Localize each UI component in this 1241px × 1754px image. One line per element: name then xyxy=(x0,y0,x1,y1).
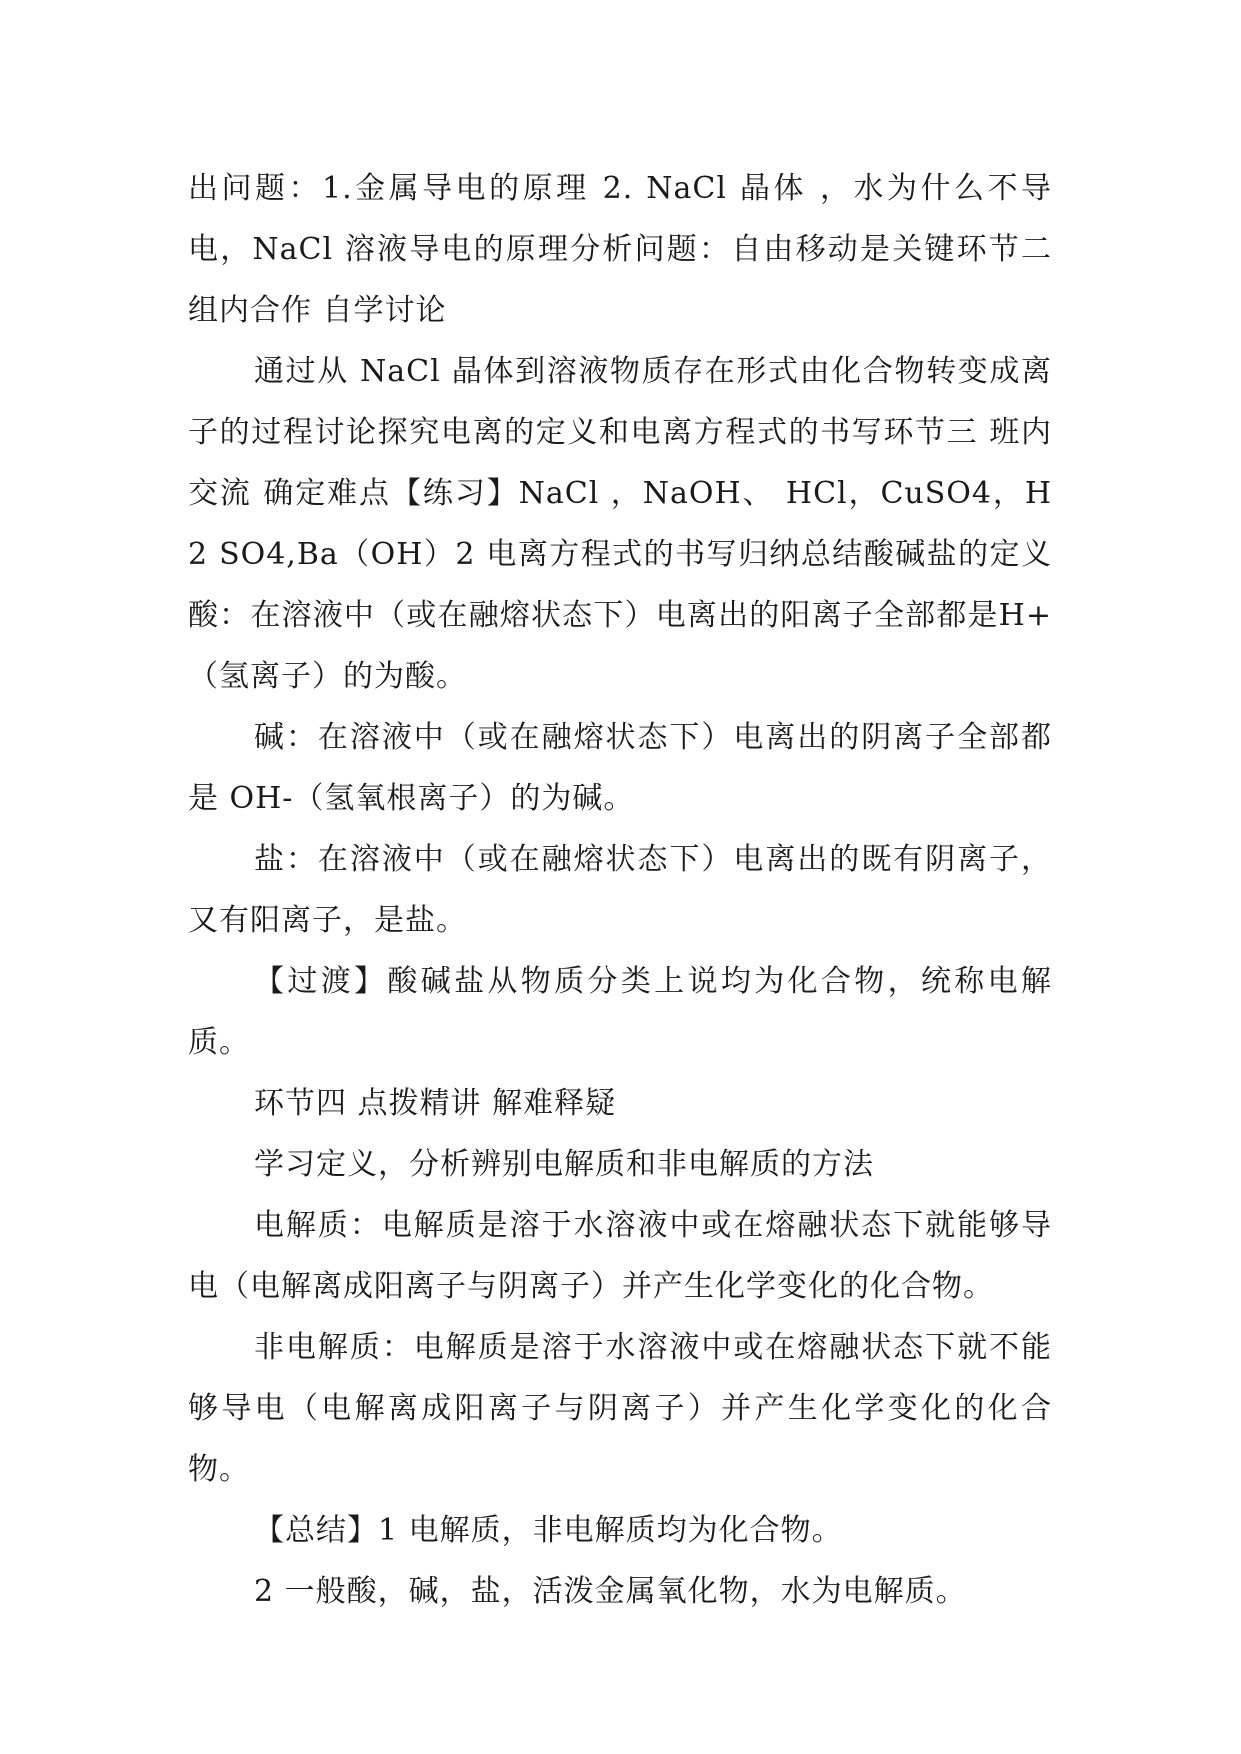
paragraph-summary-one: 【总结】1 电解质，非电解质均为化合物。 xyxy=(254,1513,843,1548)
paragraph-salt-definition: 盐：在溶液中（或在融熔状态下）电离出的既有阴离子，又有阳离子，是盐。 xyxy=(188,842,1052,938)
paragraph-ionization-discussion: 通过从 NaCl 晶体到溶液物质存在形式由化合物转变成离子的过程讨论探究电离的定义和电离方程式的书写环节三 班内交流 确定难点【练习】NaCl ，NaOH、 HCl，CuSO4，H2 SO4,Ba（OH）2 电离方程式的书写归纳总结酸碱盐的定义酸：在溶液中（或在融熔状态下）电离出的阳离子全部都是H+（氢离子）的为酸。 xyxy=(188,354,1052,694)
paragraph-nonelectrolyte-definition: 非电解质：电解质是溶于水溶液中或在熔融状态下就不能够导电（电解离成阳离子与阴离子）并产生化学变化的化合物。 xyxy=(188,1330,1052,1487)
paragraph-section-four-heading: 环节四 点拨精讲 解难释疑 xyxy=(254,1086,617,1121)
paragraph-intro-questions: 出问题：1.金属导电的原理 2. NaCl 晶体 ，水为什么不导电，NaCl 溶液导电的原理分析问题：自由移动是关键环节二 组内合作 自学讨论 xyxy=(188,171,1052,328)
paragraph-base-definition: 碱：在溶液中（或在融熔状态下）电离出的阴离子全部都是 OH-（氢氧根离子）的为碱。 xyxy=(188,720,1052,816)
paragraph-electrolyte-definition: 电解质：电解质是溶于水溶液中或在熔融状态下就能够导电（电解离成阳离子与阴离子）并产生化学变化的化合物。 xyxy=(188,1208,1052,1304)
paragraph-learning-goal: 学习定义，分析辨别电解质和非电解质的方法 xyxy=(254,1147,874,1182)
document-page xyxy=(188,158,1052,1622)
paragraph-summary-two: 2 一般酸，碱，盐，活泼金属氧化物，水为电解质。 xyxy=(254,1574,967,1609)
paragraph-transition: 【过渡】酸碱盐从物质分类上说均为化合物，统称电解质。 xyxy=(188,964,1052,1060)
